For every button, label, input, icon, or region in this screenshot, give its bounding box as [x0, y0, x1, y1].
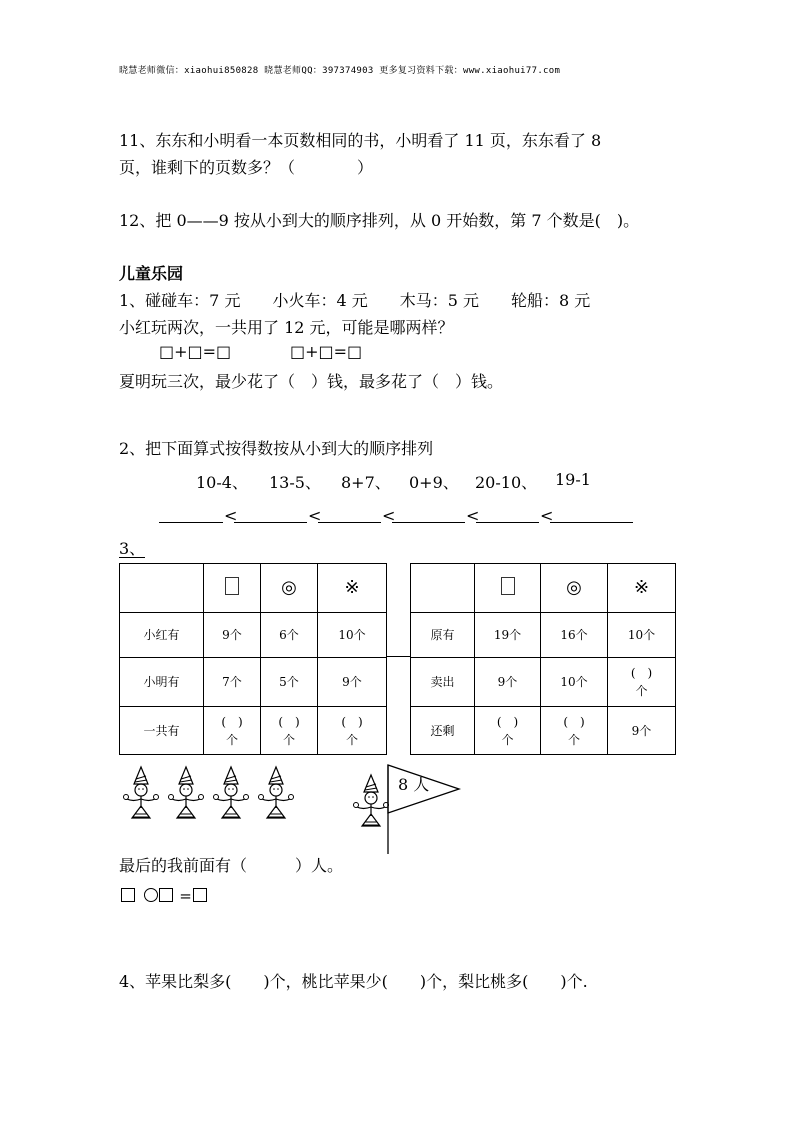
child-figure-icon [124, 767, 159, 818]
square-blank-icon[interactable] [159, 888, 173, 902]
row-label: 还剩 [411, 707, 475, 755]
table-connector [386, 656, 411, 657]
right-table [410, 563, 676, 755]
circle-operator-blank-icon[interactable] [144, 888, 158, 902]
less-than-2: < [308, 506, 322, 525]
question-12: 12、把 0——9 按从小到大的顺序排列，从 0 开始数，第 7 个数是( )。 [119, 211, 640, 230]
left-table [119, 563, 387, 755]
problem-1-question: 小红玩两次，一共用了 12 元，可能是哪两样？ [119, 318, 454, 337]
problem-1-equation-1: □+□=□ [159, 342, 232, 361]
question-11-text: 页，谁剩下的页数多？（ [119, 158, 296, 177]
table-cell: 9个 [608, 707, 676, 755]
table-cell: 16个 [541, 613, 608, 658]
table-cell: 9个 [204, 613, 261, 658]
flag-label: 8 人 [398, 775, 430, 794]
problem-1-prices: 1、碰碰车：7 元 小火车：4 元 木马：5 元 轮船：8 元 [119, 291, 591, 310]
expr-2: 8+7、 [341, 473, 391, 492]
row-label: 卖出 [411, 658, 475, 707]
header-refmark-cell [318, 564, 387, 613]
question-11-line1: 11、东东和小明看一本页数相同的书，小明看了 11 页，东东看了 8 [119, 131, 602, 150]
header-box-cell [204, 564, 261, 613]
table-row [411, 707, 676, 755]
order-blank-5[interactable] [476, 522, 539, 523]
problem-4: 4、苹果比梨多( )个，桃比苹果少( )个，梨比桃多( )个. [119, 972, 588, 991]
bullseye-icon: ◎ [566, 577, 582, 598]
child-figure-icon [169, 767, 204, 818]
table-cell: 7个 [204, 658, 261, 707]
answer-cell[interactable]: ( ) 个 [541, 707, 608, 755]
table-row [120, 613, 387, 658]
equals-sign: = [179, 887, 192, 905]
header-bullseye-cell [541, 564, 608, 613]
answer-cell[interactable]: ( ) 个 [204, 707, 261, 755]
order-blank-1[interactable] [159, 522, 223, 523]
row-label: 一共有 [120, 707, 204, 755]
reference-mark-icon: ※ [344, 577, 360, 598]
table-row [120, 707, 387, 755]
table-row [120, 658, 387, 707]
table-corner-cell [411, 564, 475, 613]
bullseye-icon: ◎ [281, 577, 297, 598]
problem-1-three-rides: 夏明玩三次，最少花了（ ）钱，最多花了（ ）钱。 [119, 372, 504, 391]
child-figure-icon [214, 767, 249, 818]
question-11-line2 [119, 155, 373, 178]
order-blank-3[interactable] [318, 522, 381, 523]
table-row [411, 658, 676, 707]
order-blank-4[interactable] [392, 522, 465, 523]
answer-cell[interactable]: ( ) 个 [318, 707, 387, 755]
table-cell: 10个 [318, 613, 387, 658]
expr-5: 19-1 [555, 470, 591, 489]
less-than-1: < [224, 506, 238, 525]
question-11-close: ） [357, 158, 374, 177]
table-cell: 6个 [261, 613, 318, 658]
row-label: 小红有 [120, 613, 204, 658]
table-cell: 9个 [318, 658, 387, 707]
header-bullseye-cell [261, 564, 318, 613]
answer-cell[interactable]: ( ) 个 [261, 707, 318, 755]
problem-3-equation [121, 886, 207, 905]
problem-3-label: 3、 [119, 539, 146, 558]
square-blank-icon[interactable] [193, 888, 207, 902]
row-label: 小明有 [120, 658, 204, 707]
reference-mark-icon: ※ [633, 577, 650, 598]
header-box-cell [475, 564, 541, 613]
table-cell: 5个 [261, 658, 318, 707]
table-cell: 9个 [475, 658, 541, 707]
box-glyph-icon [501, 577, 515, 595]
header-refmark-cell [608, 564, 676, 613]
expr-3: 0+9、 [409, 473, 459, 492]
problem-3-question: 最后的我前面有（ ）人。 [119, 856, 344, 875]
less-than-5: < [540, 506, 554, 525]
answer-cell[interactable]: ( ) 个 [608, 658, 676, 707]
order-blank-2[interactable] [234, 522, 307, 523]
page-header: 晓慧老师微信：xiaohui850828 晓慧老师QQ：397374903 更多复习资料下载：www.xiaohui77.com [119, 66, 561, 76]
section-title: 儿童乐园 [119, 264, 184, 283]
table-header-row [120, 564, 387, 613]
child-figure-icon [354, 775, 389, 826]
answer-cell[interactable]: ( ) 个 [475, 707, 541, 755]
less-than-4: < [466, 506, 480, 525]
table-header-row [411, 564, 676, 613]
problem-2-instruction: 2、把下面算式按得数按从小到大的顺序排列 [119, 439, 434, 458]
table-row [411, 613, 676, 658]
row-label: 原有 [411, 613, 475, 658]
expr-0: 10-4、 [196, 473, 248, 492]
expr-1: 13-5、 [269, 473, 321, 492]
child-figure-icon [259, 767, 294, 818]
square-blank-icon[interactable] [121, 888, 135, 902]
table-cell: 19个 [475, 613, 541, 658]
table-cell: 10个 [608, 613, 676, 658]
expr-4: 20-10、 [475, 473, 538, 492]
problem-1-equation-2: □+□=□ [290, 342, 363, 361]
less-than-3: < [382, 506, 396, 525]
box-glyph-icon [225, 577, 239, 595]
table-cell: 10个 [541, 658, 608, 707]
order-blank-6[interactable] [550, 522, 633, 523]
table-corner-cell [120, 564, 204, 613]
